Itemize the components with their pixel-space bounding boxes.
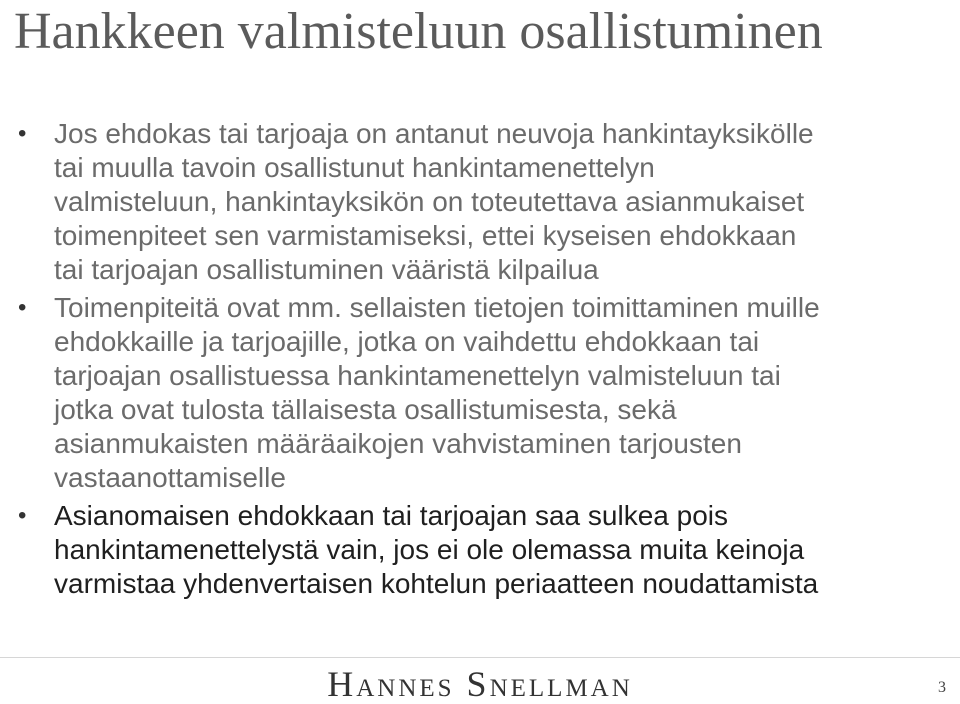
slide-title: Hankkeen valmisteluun osallistuminen [14,3,823,60]
bullet-line: Jos ehdokas tai tarjoaja on antanut neuvoja hankintayksikölle [54,118,814,149]
footer-divider [0,657,960,658]
bullet-item-1 [18,117,948,287]
bullet-line: Asianomaisen ehdokkaan tai tarjoajan saa sulkea pois [54,500,728,531]
bullet-line: varmistaa yhdenvertaisen kohtelun periaatteen noudattamista [54,568,819,599]
bullet-item-2 [18,291,948,495]
bullet-line: valmisteluun, hankintayksikön on toteutettava asianmukaiset [54,186,805,217]
bullet-list [18,117,948,601]
bullet-dot-icon: • [18,502,27,529]
bullet-line: hankintamenettelystä vain, jos ei ole olemassa muita keinoja [54,534,805,565]
bullet-line: vastaanottamiselle [54,462,286,493]
company-logo: Hannes Snellman [327,664,633,704]
bullet-line: tarjoajan osallistuessa hankintamenettelyn valmisteluun tai [54,360,781,391]
bullet-dot-icon: • [18,120,27,147]
bullet-line: tai muulla tavoin osallistunut hankintamenettelyn [54,152,655,183]
page-number: 3 [938,679,946,696]
bullet-line: ehdokkaille ja tarjoajille, jotka on vaihdettu ehdokkaan tai [54,326,760,357]
bullet-line: asianmukaisten määräaikojen vahvistaminen tarjousten [54,428,742,459]
bullet-dot-icon: • [18,294,27,321]
bullet-line: tai tarjoajan osallistuminen vääristä kilpailua [54,254,599,285]
bullet-item-3 [18,499,948,601]
bullet-line: jotka ovat tulosta tällaisesta osallistumisesta, sekä [54,394,677,425]
bullet-line: toimenpiteet sen varmistamiseksi, ettei kyseisen ehdokkaan [54,220,797,251]
bullet-line: Toimenpiteitä ovat mm. sellaisten tietojen toimittaminen muille [54,292,820,323]
